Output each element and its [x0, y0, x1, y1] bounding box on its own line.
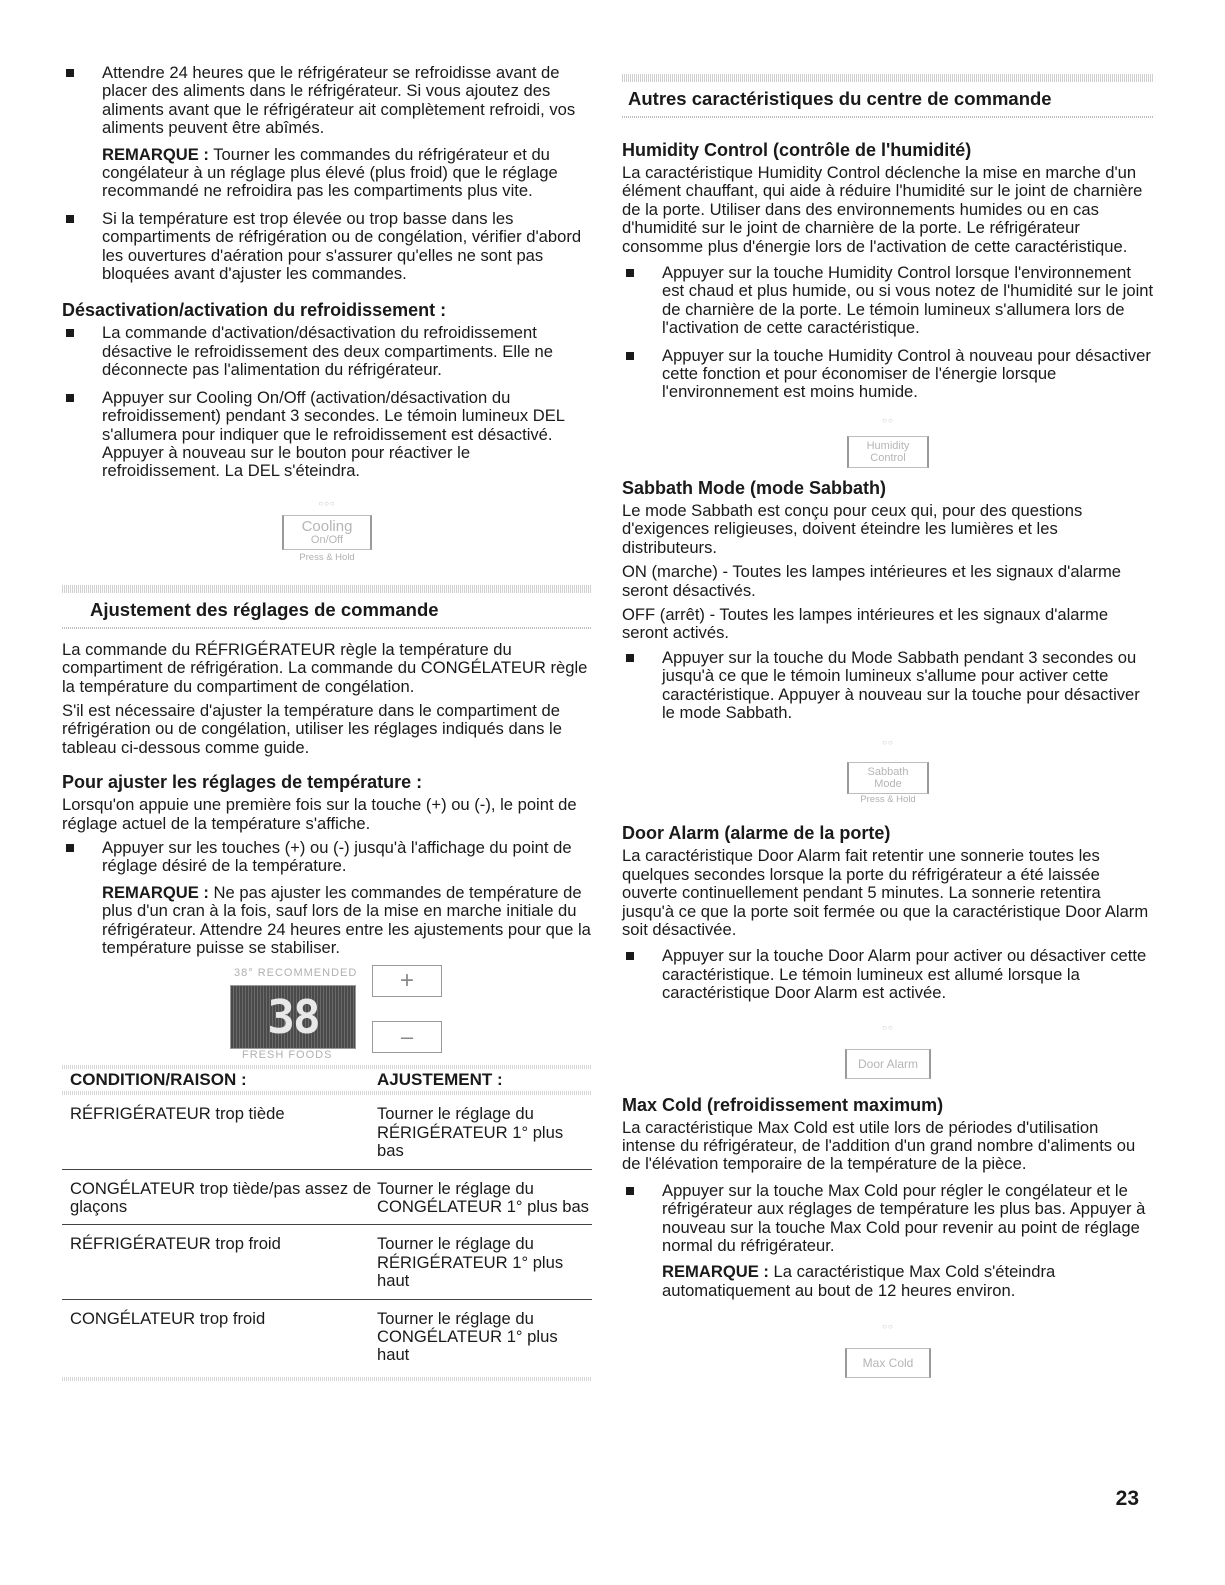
door-alarm-button[interactable]: Door Alarm [845, 1049, 931, 1079]
cooling-button-figure [62, 499, 592, 563]
on-off-label: On/Off [310, 533, 344, 546]
table-cell-condition: CONGÉLATEUR trop tiède/pas assez de glaçons [62, 1169, 375, 1225]
max-cold-button[interactable]: Max Cold [845, 1348, 931, 1378]
note-label: REMARQUE : [102, 882, 209, 902]
indicator-led: ○○○ [318, 498, 336, 508]
press-hold-caption: Press & Hold [299, 551, 355, 563]
bullet-humidity-on: Appuyer sur la touche Humidity Control lorsque l'environnement est chaud et plus humide, ou si vous notez de l'humidité sur le joint de charnière de la porte. Le témoin lumineux s'allumera lors de l'activation de cette caractéristique. [622, 264, 1154, 338]
note-remark-1 [62, 146, 592, 201]
heading-door-alarm: Door Alarm (alarme de la porte) [622, 823, 891, 844]
temperature-display-figure [62, 965, 592, 1063]
table-header-adjustment: AJUSTEMENT : [377, 1070, 503, 1090]
right-column [622, 64, 1154, 1378]
bullet-door-alarm: Appuyer sur la touche Door Alarm pour activer ou désactiver cette caractéristique. Le témoin lumineux est allumé lorsque la caractéristique Door Alarm est activée. [622, 947, 1154, 1002]
minus-button[interactable]: – [372, 1021, 442, 1053]
sabbath-label: Sabbath [867, 766, 909, 779]
press-hold-caption: Press & Hold [860, 794, 916, 806]
para-controls: La commande du RÉFRIGÉRATEUR règle la température du compartiment de réfrigération. La commande du CONGÉLATEUR règle la température du compartiment de congélation. [62, 639, 588, 696]
table-row [62, 1225, 592, 1299]
bullet-max-cold: Appuyer sur la touche Max Cold pour régler le congélateur et le réfrigérateur aux réglages de température les plus bas. Appuyer à nouveau sur la touche Max Cold pour revenir au point de réglage normal du réfrigérateur. [622, 1182, 1154, 1256]
para-humidity: La caractéristique Humidity Control déclenche la mise en marche d'un élément chauffant, qui aide à réduire l'humidité sur le joint de charnière de la porte. Utiliser dans des environnements humides ou en cas d'humidité sur le joint de charnière de la porte. Le réfrigérateur consomme plus d'énergie lors de l'activation de cette caractéristique. [622, 163, 1143, 256]
para-sabbath-on: ON (marche) - Toutes les lampes intérieures et les signaux d'alarme seront désactivés. [622, 562, 1122, 600]
indicator-led: ○○ [882, 738, 894, 748]
table-header-condition: CONDITION/RAISON : [70, 1070, 247, 1090]
section-adjust-settings [62, 585, 592, 629]
bullet-wait-24h: Attendre 24 heures que le réfrigérateur se refroidisse avant de placer des aliments dans le réfrigérateur. Si vous ajoutez des aliments avant que le réfrigérateur ait complètement refroidi, vos aliments peuvent être abîmés. [62, 64, 592, 138]
heading-adjust-temp: Pour ajuster les réglages de température : [62, 772, 423, 793]
note-text: La caractéristique Max Cold s'éteindra automatiquement au bout de 12 heures environ. [662, 1262, 1056, 1300]
heading-max-cold: Max Cold (refroidissement maximum) [622, 1094, 944, 1115]
door-alarm-button-figure [622, 1023, 1154, 1079]
indicator-led: ○○ [882, 1322, 894, 1332]
note-label: REMARQUE : [662, 1262, 769, 1282]
indicator-led: ○○ [882, 1022, 894, 1032]
table-cell-condition: CONGÉLATEUR trop froid [62, 1299, 375, 1373]
page-number: 23 [1115, 1487, 1139, 1510]
heading-cooling-toggle: Désactivation/activation du refroidissement : [62, 300, 447, 321]
mode-label: Mode [874, 778, 902, 791]
control-label: Control [870, 451, 906, 464]
para-first-press: Lorsqu'on appuie une première fois sur la touche (+) ou (-), le point de réglage actuel de la température s'affiche. [62, 795, 577, 833]
max-cold-button-figure [622, 1322, 1154, 1378]
section-title: Ajustement des réglages de commande [90, 598, 439, 620]
table-bottom-rule [62, 1377, 592, 1381]
bullet-cooling-press: Appuyer sur Cooling On/Off (activation/désactivation du refroidissement) pendant 3 secondes. Le témoin lumineux DEL s'allumera pour indiquer que le refroidissement est désactivé. Appuyer à nouveau sur le bouton pour réactiver le refroidissement. La DEL s'éteindra. [62, 389, 592, 481]
cooling-on-off-button[interactable] [282, 515, 372, 550]
table-row [62, 1299, 592, 1373]
adjustment-table [62, 1069, 592, 1372]
plus-button[interactable]: + [372, 965, 442, 997]
humidity-control-button[interactable] [847, 436, 929, 468]
para-sabbath: Le mode Sabbath est conçu pour ceux qui, pour des questions d'exigences religieuses, doivent éteindre les lumières et les distributeurs. [622, 500, 1083, 557]
fresh-foods-label: FRESH FOODS [242, 1049, 333, 1062]
table-cell-adjustment: Tourner le réglage du RÉRIGÉRATEUR 1° plus bas [377, 1104, 564, 1161]
table-row [62, 1095, 592, 1169]
table-header-row [62, 1069, 592, 1091]
bullet-cooling-desc: La commande d'activation/désactivation du refroidissement désactive le refroidissement des deux compartiments. Elle ne déconnecte pas l'alimentation du réfrigérateur. [62, 324, 592, 379]
sabbath-button-figure [622, 738, 1154, 805]
note-label: REMARQUE : [102, 144, 209, 164]
temperature-value: 38 [267, 990, 319, 1045]
para-max-cold: La caractéristique Max Cold est utile lors de périodes d'utilisation intense du réfrigérateur, de l'addition d'un grand nombre d'aliments ou de l'élévation temporaire de la température de la pièce. [622, 1117, 1136, 1174]
cooling-label: Cooling [301, 517, 353, 535]
left-column [62, 64, 592, 1381]
table-cell-adjustment: Tourner le réglage du CONGÉLATEUR 1° plus haut [375, 1299, 592, 1373]
table-cell-condition: RÉFRIGÉRATEUR trop froid [62, 1225, 375, 1299]
para-door-alarm: La caractéristique Door Alarm fait retentir une sonnerie toutes les quelques secondes lorsque la porte du réfrigérateur a été laissée ouverte continuellement pendant 5 minutes. La sonnerie retentira jusqu'à ce que la porte soit fermée ou que la caractéristique Door Alarm soit désactivée. [622, 846, 1149, 939]
humidity-button-figure [622, 416, 1154, 468]
table-row [62, 1169, 592, 1225]
note-max-cold [622, 1263, 1154, 1300]
heading-humidity: Humidity Control (contrôle de l'humidité) [622, 140, 972, 160]
sabbath-mode-button[interactable] [847, 762, 929, 794]
bullet-sabbath-press: Appuyer sur la touche du Mode Sabbath pendant 3 secondes ou jusqu'à ce que le témoin lumineux s'allume pour activer cette caractéristique. Appuyer à nouveau sur la touche pour désactiver le mode Sabbath. [622, 649, 1154, 723]
temperature-display [230, 985, 356, 1049]
note-text: Tourner les commandes du réfrigérateur et du congélateur à un réglage plus élevé (plus froid) que le réglage recommandé ne refroidira pas les compartiments plus vite. [102, 144, 558, 201]
para-sabbath-off: OFF (arrêt) - Toutes les lampes intérieures et les signaux d'alarme seront activés. [622, 604, 1109, 643]
indicator-led: ○○ [882, 415, 894, 425]
table-cell-condition: RÉFRIGÉRATEUR trop tiède [70, 1104, 285, 1124]
note-remark-2 [62, 884, 592, 958]
note-text: Ne pas ajuster les commandes de température de plus d'un cran à la fois, sauf lors de la mise en marche initiale du réfrigérateur. Attendre 24 heures entre les ajustements pour que la température puisse se stabiliser. [102, 882, 591, 957]
recommended-label: 38° RECOMMENDED [234, 967, 358, 980]
heading-sabbath: Sabbath Mode (mode Sabbath) [622, 477, 887, 498]
section-other-features [622, 74, 1154, 118]
humidity-label: Humidity [866, 439, 910, 452]
bullet-press-keys: Appuyer sur les touches (+) ou (-) jusqu'à l'affichage du point de réglage désiré de la température. [62, 839, 592, 876]
section-title: Autres caractéristiques du centre de commande [628, 88, 1052, 109]
table-cell-adjustment: Tourner le réglage du RÉRIGÉRATEUR 1° plus haut [375, 1225, 592, 1299]
table-cell-adjustment: Tourner le réglage du CONGÉLATEUR 1° plus bas [375, 1169, 592, 1225]
bullet-temperature-check: Si la température est trop élevée ou trop basse dans les compartiments de réfrigération ou de congélation, vérifier d'abord les ouvertures d'aération pour s'assurer qu'elles ne sont pas bloquées avant d'ajuster les commandes. [62, 210, 592, 284]
para-guide: S'il est nécessaire d'ajuster la température dans le compartiment de réfrigération ou de congélation, utiliser les réglages indiqués dans le tableau ci-dessous comme guide. [62, 700, 562, 757]
bullet-humidity-off: Appuyer sur la touche Humidity Control à nouveau pour désactiver cette fonction et pour économiser de l'énergie lorsque l'environnement est moins humide. [622, 347, 1154, 402]
